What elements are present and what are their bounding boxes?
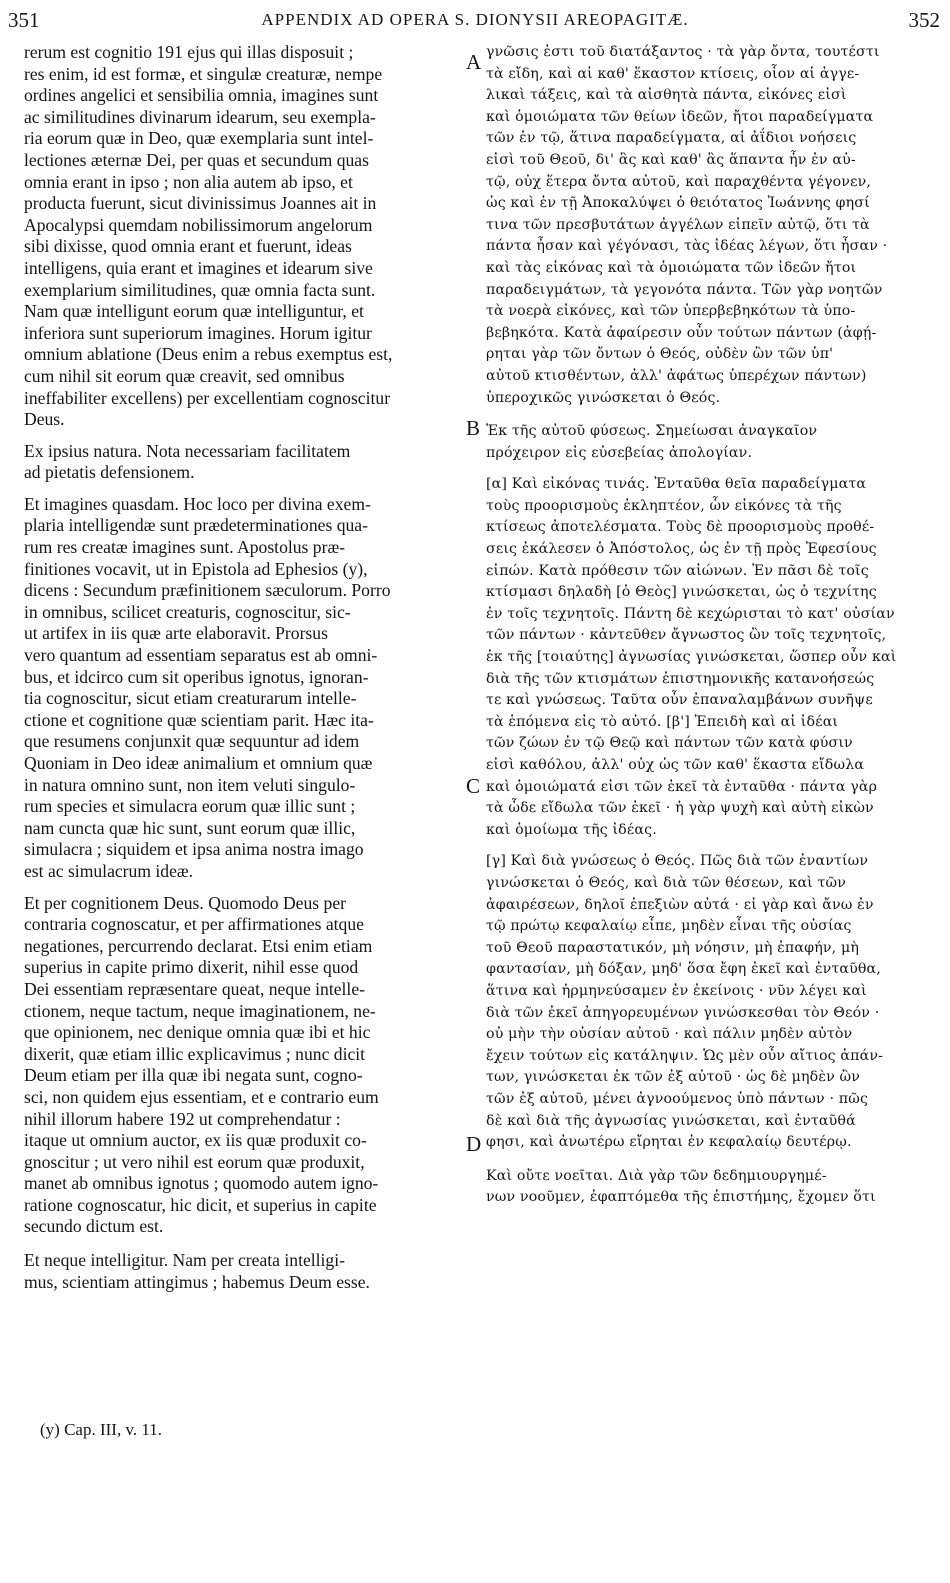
page-number-left: 351: [8, 8, 40, 32]
text-line: εἰσὶ καθόλου, ἀλλ' οὐχ ὡς τῶν καθ' ἕκαστα εἴδωλα: [486, 757, 865, 773]
text-line: mus, scientiam attingimus ; habemus Deum esse.: [24, 1271, 370, 1292]
text-line: σεις ἐκάλεσεν ὁ Ἀπόστολος, ὡς ἐν τῇ πρὸς Ἐφεσίους: [486, 541, 877, 558]
text-line: τῶν ἐξ αὐτοῦ, μένει ἀγνοούμενος ὑπὸ πάντων · πῶς: [486, 1090, 869, 1107]
text-line: εἰπών. Κατὰ πρόθεσιν τῶν αἰώνων. Ἐν πᾶσι δὲ τοῖς: [486, 562, 869, 579]
text-line: ineffabiliter excellens) per excellentiam cognoscitur: [24, 387, 391, 408]
text-line: sci, non quidem ejus essentiam, et e contrario eum: [24, 1086, 379, 1107]
text-line: Ex ipsius natura. Nota necessariam facilitatem: [24, 440, 351, 461]
paragraph: [486, 851, 932, 1153]
text-line: Et imagines quasdam. Hoc loco per divina exem-: [24, 493, 371, 514]
text-line: τὰ ὧδε εἴδωλα τῶν ἐκεῖ · ἡ γὰρ ψυχὴ καὶ αὐτὴ εἰκὼν: [486, 800, 874, 817]
text-line: καὶ ὁμοιώματά εἰσι τῶν ἐκεῖ τὰ ἐνταῦθα · πάντα γὰρ: [486, 778, 878, 795]
text-line: τὰ εἴδη, καὶ αἱ καθ' ἕκαστον κτίσεις, οἷον αἱ ἀγγε-: [486, 65, 860, 82]
text-line: res enim, id est formæ, et singulæ creaturæ, nempe: [24, 63, 383, 84]
text-line: que opinionem, nec denique omnia quæ ibi et hic: [24, 1022, 371, 1043]
text-line: dixerit, quæ etiam illic explicavimus ; nunc dicit: [24, 1043, 366, 1064]
text-line: ἐκ τῆς [τοιαύτης] ἀγνωσίας γινώσκεται, ὥσπερ οὖν καὶ: [486, 649, 897, 666]
text-line: [γ] Καὶ διὰ γνώσεως ὁ Θεός. Πῶς διὰ τῶν ἐναντίων: [486, 853, 869, 870]
text-line: Apocalypsi quemdam nobilissimorum angelorum: [24, 214, 373, 235]
text-line: ἐν τοῖς τεχνητοῖς. Πάντη δὲ κεχώρισται τὸ κατ' οὐσίαν: [486, 605, 895, 622]
paragraph: [486, 1166, 932, 1209]
text-line: εἰσὶ τοῦ Θεοῦ, δι' ἃς καὶ καθ' ἃς ἅπαντα ἦν ἐν αὐ-: [486, 151, 856, 168]
text-line: λικαὶ τάξεις, καὶ τὰ αἰσθητὰ πάντα, εἰκόνες εἰσὶ: [486, 87, 847, 104]
text-line: τῷ πρώτῳ κεφαλαίῳ εἶπε, μηδὲν εἶναι τῆς οὐσίας: [486, 918, 852, 935]
text-line: omnium ablatione (Deus enim a rebus exemptus est,: [24, 344, 393, 365]
text-line: plaria intelligendæ sunt prædeterminationes qua-: [24, 515, 368, 536]
margin-marker-c: C: [466, 774, 481, 798]
text-line: ἔχειν τούτων εἰς κατάληψιν. Ὡς μὲν οὖν αἴτιος ἁπάν-: [486, 1047, 884, 1064]
margin-marker-d: D: [466, 1132, 482, 1156]
text-line: ἅτινα καὶ ἡρμηνεύσαμεν ἐν ἐκείνοις · νῦν λέγει καὶ: [486, 982, 867, 999]
text-line: ρηται γὰρ τῶν ὄντων ὁ Θεός, οὐδὲν ὢν τῶν ὑπ': [486, 346, 834, 363]
text-line: νων νοοῦμεν, ἐφαπτόμεθα τῆς ἐπιστήμης, ἔχομεν ὅτι: [486, 1189, 876, 1206]
text-line: inferiora sunt superiorum imagines. Horum igitur: [24, 322, 372, 343]
greek-column: [486, 42, 932, 1209]
paragraph: [24, 1250, 460, 1293]
text-line: βεβηκότα. Κατὰ ἀφαίρεσιν οὖν τούτων πάντων (ἀφῄ-: [486, 324, 877, 341]
paragraph: [24, 494, 460, 883]
margin-marker-a: A: [466, 50, 482, 74]
text-line: Quoniam in Deo ideæ animalium et omnium quæ: [24, 753, 373, 773]
text-line: τὰ νοερὰ εἰκόνες, καὶ τῶν ὑπερβεβηκότων τὰ ὑπο-: [486, 303, 856, 320]
page-header: [0, 0, 950, 36]
latin-column: [24, 42, 460, 1293]
text-line: φαντασίαν, μὴ δόξαν, μηδ' ὅσα ἔφη ἐκεῖ καὶ ἐνταῦθα,: [486, 961, 881, 978]
paragraph: [486, 421, 932, 464]
text-line: τινα τῶν πρεσβυτάτων ἀγγέλων εἰπεῖν αὐτῷ, ὅτι τὰ: [486, 216, 870, 233]
text-line: est ac simulacrum ideæ.: [24, 860, 194, 881]
text-line: ordines angelici et sensibilia omnia, imagines sunt: [24, 85, 379, 106]
text-line: producta fuerunt, sicut divinissimus Joannes ait in: [24, 193, 377, 214]
text-line: Et neque intelligitur. Nam per creata intelligi-: [24, 1250, 345, 1271]
text-line: παραδειγμάτων, τὰ γεγονότα πάντα. Τῶν γὰρ νοητῶν: [486, 281, 883, 298]
text-line: secundo dictum est.: [24, 1216, 164, 1237]
text-line: τὰ ἑπόμενα εἰς τὸ αὐτό. [β'] Ἐπειδὴ καὶ αἱ ἰδέαι: [486, 713, 839, 730]
text-line: Et per cognitionem Deus. Quomodo Deus per: [24, 892, 346, 913]
text-line: καὶ τὰς εἰκόνας καὶ τὰ ὁμοιώματα τῶν ἰδεῶν ἤτοι: [486, 259, 857, 276]
text-line: exemplarium similitudines, quæ omnia facta sunt.: [24, 279, 376, 300]
text-line: cum nihil sit eorum quæ creavit, sed omnibus: [24, 365, 345, 386]
text-line: finitiones vocavit, ut in Epistola ad Ephesios (y),: [24, 558, 368, 579]
text-line: rum res creatæ imagines sunt. Apostolus præ-: [24, 537, 346, 558]
text-line: Nam quæ intelligunt eorum quæ intelliguntur, et: [24, 301, 364, 322]
text-line: dicens : Secundum præfinitionem sæculorum. Porro: [24, 580, 391, 601]
text-line: τε καὶ γνώσεως. Ταῦτα οὖν ἐπαναλαμβάνων συνῆψε: [486, 692, 873, 709]
text-line: ut artifex in iis quæ arte elaboravit. Prorsus: [24, 623, 328, 644]
paragraph: [24, 42, 460, 431]
text-line: γινώσκεται ὁ Θεός, καὶ διὰ τῶν θέσεων, καὶ τῶν: [486, 874, 847, 891]
text-line: τῶν ἐν τῷ, ἅτινα παραδείγματα, αἱ ἀΐδιοι νοήσεις: [486, 130, 857, 147]
text-line: negationes, percurrendo declarat. Etsi enim etiam: [24, 935, 373, 956]
text-line: των, γινώσκεται ἐκ τῶν ἐξ αὐτοῦ · ὡς δὲ μηδὲν ὢν: [486, 1069, 861, 1086]
text-line: Καὶ οὔτε νοεῖται. Διὰ γὰρ τῶν δεδημιουργημέ-: [486, 1167, 827, 1184]
text-line: τοὺς προορισμοὺς ἐκληπτέον, ὧν εἰκόνες τὰ τῆς: [486, 497, 842, 514]
text-line: τῶν ζώων ἐν τῷ Θεῷ καὶ πάντων τῶν κατὰ φύσιν: [486, 735, 853, 752]
text-line: ctionem, neque tactum, neque imaginationem, ne-: [24, 1000, 376, 1021]
text-line: que resumens conjunxit quæ sequuntur ad idem: [24, 731, 360, 752]
text-line: πάντα ἦσαν καὶ γέγόνασι, τὰς ἰδέας λέγων, ὅτι ἦσαν ·: [486, 238, 888, 255]
text-line: contraria cognoscatur, et per affirmationes atque: [24, 914, 364, 935]
text-line: τῶν πάντων · κἀντεῦθεν ἄγνωστος ὢν τοῖς τεχνητοῖς,: [486, 627, 887, 644]
text-line: vero quantum ad essentiam separatus est ab omni-: [24, 645, 378, 666]
text-line: Ἐκ τῆς αὐτοῦ φύσεως. Σημείωσαι ἀναγκαῖον: [486, 423, 818, 440]
text-line: Dei essentiam repræsentare queat, neque intelle-: [24, 978, 365, 999]
text-line: manet ab omnibus ignotus ; quomodo autem igno-: [24, 1173, 379, 1194]
paragraph: [24, 441, 460, 484]
text-line: [α] Καὶ εἰκόνας τινάς. Ἐνταῦθα θεῖα παραδείγματα: [486, 476, 867, 493]
text-line: simulacra ; siquidem et ipsa anima nostra imago: [24, 839, 364, 860]
text-line: καὶ ὁμοιώματα τῶν θείων ἰδεῶν, ἤτοι παραδείγματα: [486, 108, 874, 125]
text-line: nihil illorum habere 192 ut comprehendatur :: [24, 1108, 341, 1129]
text-line: Deum etiam per illa quæ ibi negata sunt, cogno-: [24, 1065, 363, 1086]
text-line: φησι, καὶ ἀνωτέρω εἴρηται ἐν κεφαλαίῳ δευτέρῳ.: [486, 1134, 852, 1151]
text-line: intelligens, quia erant et imagines et idearum sive: [24, 257, 373, 278]
text-line: τοῦ Θεοῦ παραστατικόν, μὴ νόησιν, μὴ ἐπαφήν, μὴ: [486, 939, 859, 956]
text-line: rum species et simulacra eorum quæ illic sunt ;: [24, 796, 356, 817]
text-line: κτίσεως ἀποτελέσματα. Τοὺς δὲ προορισμοὺς προθέ-: [486, 519, 875, 536]
margin-marker-b: B: [466, 416, 481, 440]
text-line: Deus.: [24, 409, 65, 430]
text-line: τῷ, οὐχ ἕτερα ὄντα αὐτοῦ, καὶ παραχθέντα γέγονεν,: [486, 173, 872, 190]
text-line: tia cognoscitur, sicut etiam creaturarum intelle-: [24, 688, 357, 709]
running-title: APPENDIX AD OPERA S. DIONYSII AREOPAGITÆ.: [261, 10, 689, 29]
text-line: rerum est cognitio 191 ejus qui illas disposuit ;: [24, 42, 354, 62]
text-line: καὶ ὁμοίωμα τῆς ἰδέας.: [486, 821, 657, 838]
paragraph: [486, 474, 932, 841]
text-line: in omnibus, scilicet creaturis, cognoscitur, sic-: [24, 601, 351, 622]
text-line: ἀφαιρέσεων, δηλοῖ ἐπεξιὼν αὐτά · εἰ γὰρ καὶ ἄνω ἐν: [486, 896, 874, 913]
text-line: ctione et cognitione quæ scientiam parit. Hæc ita-: [24, 709, 374, 730]
text-line: ὑπεροχικῶς γινώσκεται ὁ Θεός.: [486, 389, 721, 406]
text-line: lectiones æternæ Dei, per quas et secundum quas: [24, 149, 369, 170]
paragraph: [24, 893, 460, 1239]
text-line: δὲ καὶ διὰ τῆς ἀγνωσίας γινώσκεται, καὶ ἐνταῦθά: [486, 1112, 856, 1129]
text-line: bus, et idcirco cum sit operibus ignotus, ignoran-: [24, 666, 369, 687]
text-line: itaque ut omnium auctor, ex iis quæ produxit co-: [24, 1130, 367, 1151]
text-line: ὡς καὶ ἐν τῇ Ἀποκαλύψει ὁ θειότατος Ἰωάννης φησί: [486, 195, 870, 212]
text-line: in natura omnino sunt, non item veluti singulo-: [24, 774, 356, 795]
page-number-right: 352: [908, 8, 940, 32]
text-line: κτίσμασι δηλαδὴ [ὁ Θεὸς] γινώσκεται, ὡς ὁ τεχνίτης: [486, 584, 877, 601]
text-line: διὰ τῶν ἐκεῖ ἀπηγορευμένων γινώσκεσθαι τὸν Θεόν ·: [486, 1004, 880, 1021]
text-line: ratione cognoscatur, hic dicit, et superius in capite: [24, 1194, 377, 1215]
text-line: οὐ μὴν τὴν οὐσίαν αὐτοῦ · καὶ πάλιν μηδὲν αὐτὸν: [486, 1026, 853, 1043]
text-line: gnoscitur ; ut vero nihil est eorum quæ produxit,: [24, 1151, 365, 1172]
text-line: sibi dixisse, quod omnia erant et fuerunt, ideas: [24, 236, 352, 257]
text-line: αὐτοῦ κτισθέντων, ἀλλ' ἀφάτως ὑπερέχων πάντων): [486, 367, 867, 384]
paragraph: [486, 42, 932, 409]
text-line: ria eorum quæ in Deo, quæ exemplaria sunt intel-: [24, 128, 374, 149]
text-line: ac similitudines divinarum idearum, seu exempla-: [24, 106, 376, 127]
text-line: πρόχειρον εἰς εὐσεβείας ἀπολογίαν.: [486, 444, 753, 461]
footnote: (y) Cap. III, v. 11.: [40, 1420, 162, 1439]
text-line: omnia erant in ipso ; non alia autem ab ipso, et: [24, 171, 353, 192]
text-line: nam cuncta quæ hic sunt, sunt eorum quæ illic,: [24, 817, 356, 838]
text-line: ad pietatis defensionem.: [24, 462, 195, 483]
text-line: διὰ τῆς τῶν κτισμάτων ἐπιστημονικῆς κατανοήσεώς: [486, 670, 875, 687]
text-line: γνῶσις ἐστι τοῦ διατάξαντος · τὰ γὰρ ὄντα, τουτέστι: [486, 44, 880, 60]
text-line: superius in capite primo dixerit, nihil esse quod: [24, 957, 359, 978]
